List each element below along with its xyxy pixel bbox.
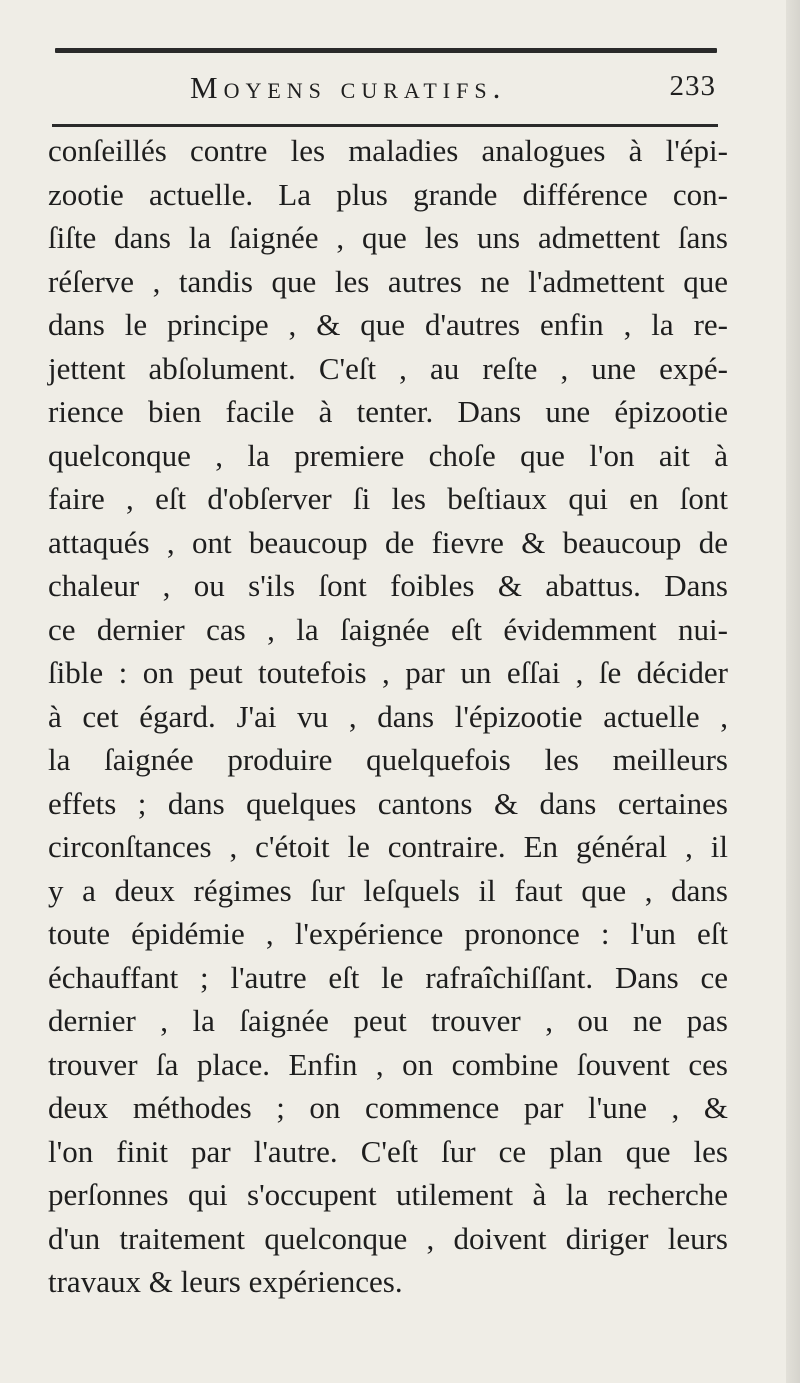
text-line: rience bien facile à tenter. Dans une épizootie [48, 394, 728, 429]
text-line: à cet égard. J'ai vu , dans l'épizootie actuelle , [48, 698, 728, 734]
text-line: l'on finit par l'autre. C'eſt ſur ce plan que les [48, 1133, 728, 1169]
text-line: faire , eſt d'obſerver ſi les beſtiaux qui en ſont [48, 481, 728, 516]
text-line: trouver ſa place. Enfin , on combine ſouvent ces [48, 1046, 728, 1082]
text-line: circonſtances , c'étoit le contraire. En général , il [48, 829, 728, 864]
text-line: échauffant ; l'autre eſt le rafraîchiſſant. Dans ce [48, 959, 728, 995]
text-line: conſeillés contre les maladies analogues à l'épi- [48, 133, 728, 168]
running-title: Moyens curatifs. [190, 70, 507, 105]
page-number: 233 [669, 70, 716, 102]
text-line: ce dernier cas , la ſaignée eſt évidemment nui- [48, 611, 728, 647]
text-line: travaux & leurs expériences. [48, 1264, 403, 1299]
text-line: dernier , la ſaignée peut trouver , ou ne pas [48, 1003, 728, 1038]
text-line: réſerve , tandis que les autres ne l'admettent que [48, 263, 728, 299]
text-line: ſible : on peut toutefois , par un eſſai , ſe décider [48, 655, 728, 690]
text-line: d'un traitement quelconque , doivent diriger leurs [48, 1220, 728, 1256]
text-line: attaqués , ont beaucoup de fievre & beaucoup de [48, 524, 728, 560]
text-line: la ſaignée produire quelquefois les meilleurs [48, 742, 728, 777]
text-line: deux méthodes ; on commence par l'une , & [48, 1090, 728, 1125]
text-line: quelconque , la premiere choſe que l'on ait à [48, 437, 728, 473]
header-rule [52, 124, 718, 127]
top-rule [55, 48, 717, 53]
text-line: zootie actuelle. La plus grande différence con- [48, 176, 728, 212]
text-line: chaleur , ou s'ils ſont foibles & abattus. Dans [48, 568, 728, 603]
text-line: effets ; dans quelques cantons & dans certaines [48, 785, 728, 821]
text-line: ſiſte dans la ſaignée , que les uns admettent ſans [48, 220, 728, 255]
text-line: dans le principe , & que d'autres enfin , la re- [48, 307, 728, 342]
text-line: jettent abſolument. C'eſt , au reſte , une expé- [48, 350, 728, 386]
page-edge-shadow [786, 0, 800, 1383]
text-line: perſonnes qui s'occupent utilement à la recherche [48, 1177, 728, 1212]
body-text [48, 129, 728, 1304]
text-line: toute épidémie , l'expérience prononce : l'un eſt [48, 916, 728, 951]
text-line: y a deux régimes ſur leſquels il faut que , dans [48, 872, 728, 908]
